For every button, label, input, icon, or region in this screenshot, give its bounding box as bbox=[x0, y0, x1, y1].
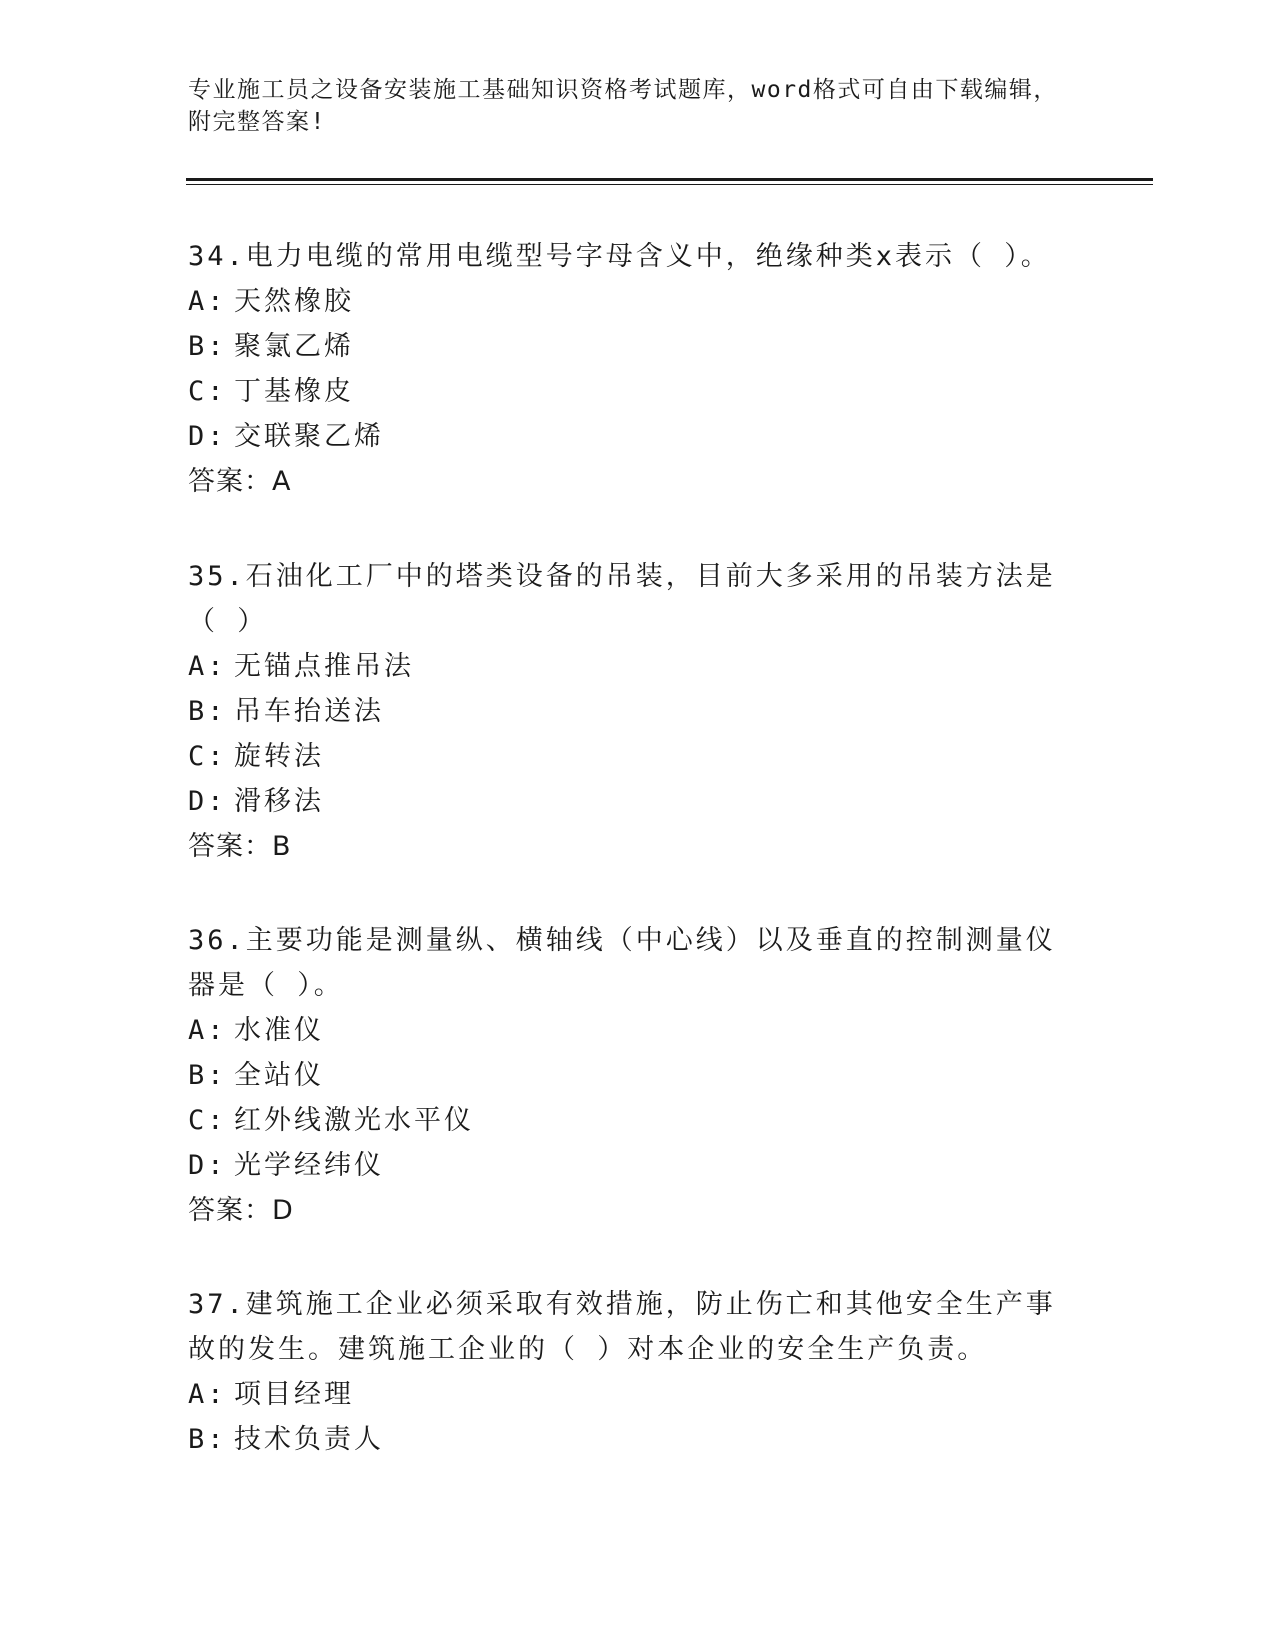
option-key: B: bbox=[188, 331, 227, 362]
option-text: 滑移法 bbox=[234, 786, 324, 817]
option-b bbox=[188, 324, 1078, 369]
option-key: C: bbox=[188, 741, 227, 772]
option-c bbox=[188, 369, 1078, 414]
option-text: 交联聚乙烯 bbox=[234, 421, 384, 452]
option-b bbox=[188, 1053, 1078, 1098]
option-b bbox=[188, 1417, 1078, 1462]
option-a bbox=[188, 279, 1078, 324]
header-divider-thick bbox=[186, 178, 1153, 181]
option-d bbox=[188, 1143, 1078, 1188]
option-key: A: bbox=[188, 651, 227, 682]
option-key: D: bbox=[188, 1150, 227, 1181]
option-text: 项目经理 bbox=[234, 1379, 354, 1410]
question-stem: 34.电力电缆的常用电缆型号字母含义中，绝缘种类x表示（ ）。 bbox=[188, 241, 1051, 272]
question-34 bbox=[188, 234, 1078, 504]
header-title-line-1: 专业施工员之设备安装施工基础知识资格考试题库，word格式可自由下载编辑， bbox=[188, 77, 1058, 103]
option-text: 丁基橡皮 bbox=[234, 376, 354, 407]
answer-line: 答案：A bbox=[188, 466, 292, 497]
option-key: C: bbox=[188, 1105, 227, 1136]
option-a bbox=[188, 1008, 1078, 1053]
option-c bbox=[188, 734, 1078, 779]
option-key: A: bbox=[188, 286, 227, 317]
option-a bbox=[188, 1372, 1078, 1417]
option-text: 吊车抬送法 bbox=[234, 696, 384, 727]
option-key: B: bbox=[188, 696, 227, 727]
option-text: 技术负责人 bbox=[234, 1424, 384, 1455]
answer-line: 答案：D bbox=[188, 1195, 294, 1226]
option-text: 天然橡胶 bbox=[234, 286, 354, 317]
option-key: D: bbox=[188, 421, 227, 452]
option-key: A: bbox=[188, 1379, 227, 1410]
question-stem: 37.建筑施工企业必须采取有效措施，防止伤亡和其他安全生产事故的发生。建筑施工企业的（ ）对本企业的安全生产负责。 bbox=[188, 1289, 1056, 1365]
option-d bbox=[188, 414, 1078, 459]
option-key: B: bbox=[188, 1424, 227, 1455]
option-text: 红外线激光水平仪 bbox=[234, 1105, 474, 1136]
option-text: 无锚点推吊法 bbox=[234, 651, 414, 682]
document-header bbox=[188, 74, 1068, 138]
question-36 bbox=[188, 918, 1078, 1233]
option-text: 光学经纬仪 bbox=[234, 1150, 384, 1181]
question-stem: 36.主要功能是测量纵、横轴线（中心线）以及垂直的控制测量仪器是（ ）。 bbox=[188, 925, 1056, 1001]
header-divider-thin bbox=[186, 184, 1153, 185]
option-text: 聚氯乙烯 bbox=[234, 331, 354, 362]
option-text: 全站仪 bbox=[234, 1060, 324, 1091]
question-35 bbox=[188, 554, 1078, 869]
option-text: 旋转法 bbox=[234, 741, 324, 772]
question-37 bbox=[188, 1282, 1078, 1462]
header-title-line-2: 附完整答案! bbox=[188, 109, 326, 135]
question-stem: 35.石油化工厂中的塔类设备的吊装，目前大多采用的吊装方法是（ ） bbox=[188, 561, 1056, 637]
option-a bbox=[188, 644, 1078, 689]
option-key: B: bbox=[188, 1060, 227, 1091]
option-text: 水准仪 bbox=[234, 1015, 324, 1046]
option-key: C: bbox=[188, 376, 227, 407]
option-key: A: bbox=[188, 1015, 227, 1046]
option-d bbox=[188, 779, 1078, 824]
option-key: D: bbox=[188, 786, 227, 817]
option-c bbox=[188, 1098, 1078, 1143]
answer-line: 答案：B bbox=[188, 831, 292, 862]
option-b bbox=[188, 689, 1078, 734]
